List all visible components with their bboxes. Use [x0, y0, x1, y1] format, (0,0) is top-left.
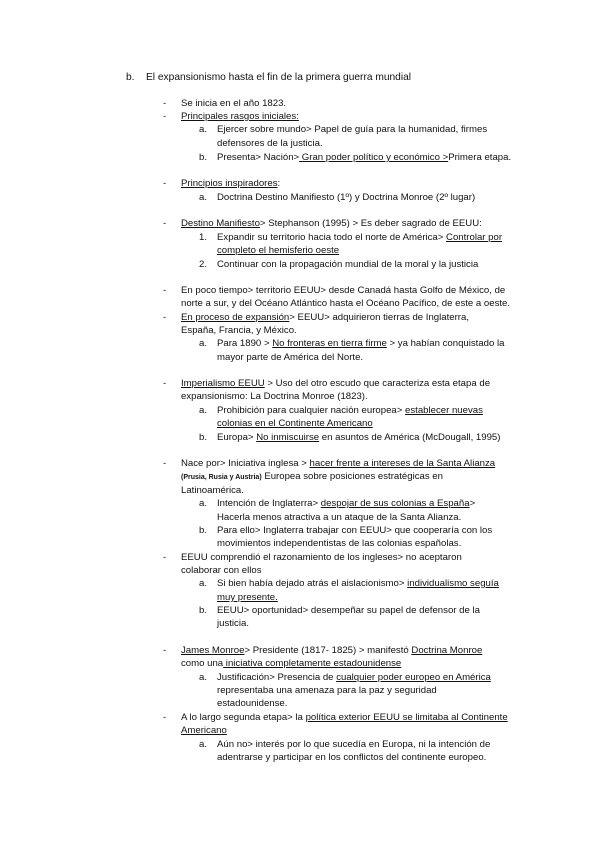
- list-marker: a.: [199, 739, 208, 750]
- text-line: Intención de Inglaterra> despojar de sus colonias a España>: [217, 498, 476, 509]
- text-line: Expandir su territorio hacia todo el norte de América> Controlar por: [217, 232, 503, 243]
- text-line: colonias en el Continente Americano: [217, 418, 373, 429]
- list-marker: a.: [199, 498, 208, 509]
- text-line: James Monroe> Presidente (1817- 1825) > manifestó Doctrina Monroe: [181, 645, 483, 656]
- text-line: EEUU comprendió el razonamiento de los ingleses> no aceptaron: [181, 552, 462, 563]
- bullet-marker: -: [163, 378, 167, 389]
- text-line: Aún no> interés por lo que sucedía en Europa, ni la intención de: [217, 739, 491, 750]
- list-marker: a.: [199, 672, 208, 683]
- text-line: representaba una amenaza para la paz y seguridad: [217, 685, 437, 696]
- list-marker: b.: [199, 525, 208, 536]
- text-line: mayor parte de América del Norte.: [217, 352, 364, 363]
- list-marker: a.: [199, 124, 208, 135]
- text-line: defensores de la justicia.: [217, 138, 323, 149]
- text-line: Imperialismo EEUU > Uso del otro escudo que caracteriza esta etapa de: [181, 378, 491, 389]
- text-line: Destino Manifiesto> Stephanson (1995) > Es deber sagrado de EEUU:: [181, 218, 482, 229]
- heading-marker: b.: [126, 72, 135, 83]
- bullet-marker: -: [163, 98, 167, 109]
- text-line: A lo largo segunda etapa> la política exterior EEUU se limitaba al Continente: [181, 712, 508, 723]
- list-marker: b.: [199, 152, 208, 163]
- list-marker: a.: [199, 192, 208, 203]
- text-line: EEUU> oportunidad> desempeñar su papel de defensor de la: [217, 605, 480, 616]
- text-line: España, Francia, y México.: [181, 325, 297, 336]
- text-line: Presenta> Nación> Gran poder político y económico >Primera etapa.: [217, 152, 512, 163]
- text-line: Principales rasgos iniciales:: [181, 111, 299, 122]
- bullet-marker: -: [163, 111, 167, 122]
- bullet-marker: -: [163, 312, 167, 323]
- text-line: Se inicia en el año 1823.: [181, 98, 287, 109]
- bullet-marker: -: [163, 712, 167, 723]
- text-line: Doctrina Destino Manifiesto (1º) y Doctrina Monroe (2º lugar): [217, 192, 476, 203]
- list-marker: 2.: [199, 259, 208, 270]
- list-marker: a.: [199, 405, 208, 416]
- bullet-marker: -: [163, 645, 167, 656]
- text-line: Latinoamérica.: [181, 485, 244, 496]
- bullet-marker: -: [163, 218, 167, 229]
- text-line: Continuar con la propagación mundial de la moral y la justicia: [217, 259, 479, 270]
- text-line: Hacerla menos atractiva a un ataque de la Santa Alianza.: [217, 512, 462, 523]
- list-marker: a.: [199, 338, 208, 349]
- text-line: (Prusia, Rusia y Austria) Europea sobre posiciones estratégicas en: [181, 471, 443, 482]
- text-line: Para ello> Inglaterra trabajar con EEUU> que cooperaría con los: [217, 525, 493, 536]
- list-marker: 1.: [199, 232, 208, 243]
- text-line: expansionismo: La Doctrina Monroe (1823).: [181, 391, 368, 402]
- text-line: como una iniciativa completamente estadounidense: [181, 658, 402, 669]
- text-line: completo el hemisferio oeste: [217, 245, 340, 256]
- bullet-marker: -: [163, 458, 167, 469]
- list-marker: b.: [199, 605, 208, 616]
- bullet-marker: -: [163, 285, 167, 296]
- text-line: estadounidense.: [217, 698, 288, 709]
- text-line: justicia.: [217, 618, 249, 629]
- text-line: Europa> No inmiscuirse en asuntos de América (McDougall, 1995): [217, 432, 501, 443]
- section-heading: El expansionismo hasta el fin de la primera guerra mundial: [146, 72, 412, 83]
- text-line: En poco tiempo> territorio EEUU> desde Canadá hasta Golfo de México, de: [181, 285, 506, 296]
- text-line: norte a sur, y del Océano Atlántico hasta el Océano Pacífico, de este a oeste.: [181, 298, 511, 309]
- text-line: Para 1890 > No fronteras en tierra firme > ya habían conquistado la: [217, 338, 505, 349]
- bullet-marker: -: [163, 552, 167, 563]
- text-line: adentrarse y participar en los conflictos del continente europeo.: [217, 752, 487, 763]
- list-marker: b.: [199, 432, 208, 443]
- text-line: En proceso de expansión> EEUU> adquirieron tierras de Inglaterra,: [181, 312, 469, 323]
- text-line: colaborar con ellos: [181, 565, 262, 576]
- bullet-marker: -: [163, 178, 167, 189]
- text-line: movimientos independentistas de las colonias españolas.: [217, 538, 462, 549]
- text-line: muy presente.: [217, 592, 278, 603]
- list-marker: a.: [199, 578, 208, 589]
- text-line: Prohibición para cualquier nación europea> establecer nuevas: [217, 405, 483, 416]
- text-line: Justificación> Presencia de cualquier poder europeo en América: [217, 672, 491, 683]
- text-line: Si bien había dejado atrás el aislacionismo> individualismo seguía: [217, 578, 499, 589]
- text-line: Ejercer sobre mundo> Papel de guía para la humanidad, firmes: [217, 124, 488, 135]
- text-line: Principios inspiradores:: [181, 178, 281, 189]
- text-line: Nace por> Iniciativa inglesa > hacer frente a intereses de la Santa Alianza: [181, 458, 496, 469]
- text-line: Americano: [181, 725, 227, 736]
